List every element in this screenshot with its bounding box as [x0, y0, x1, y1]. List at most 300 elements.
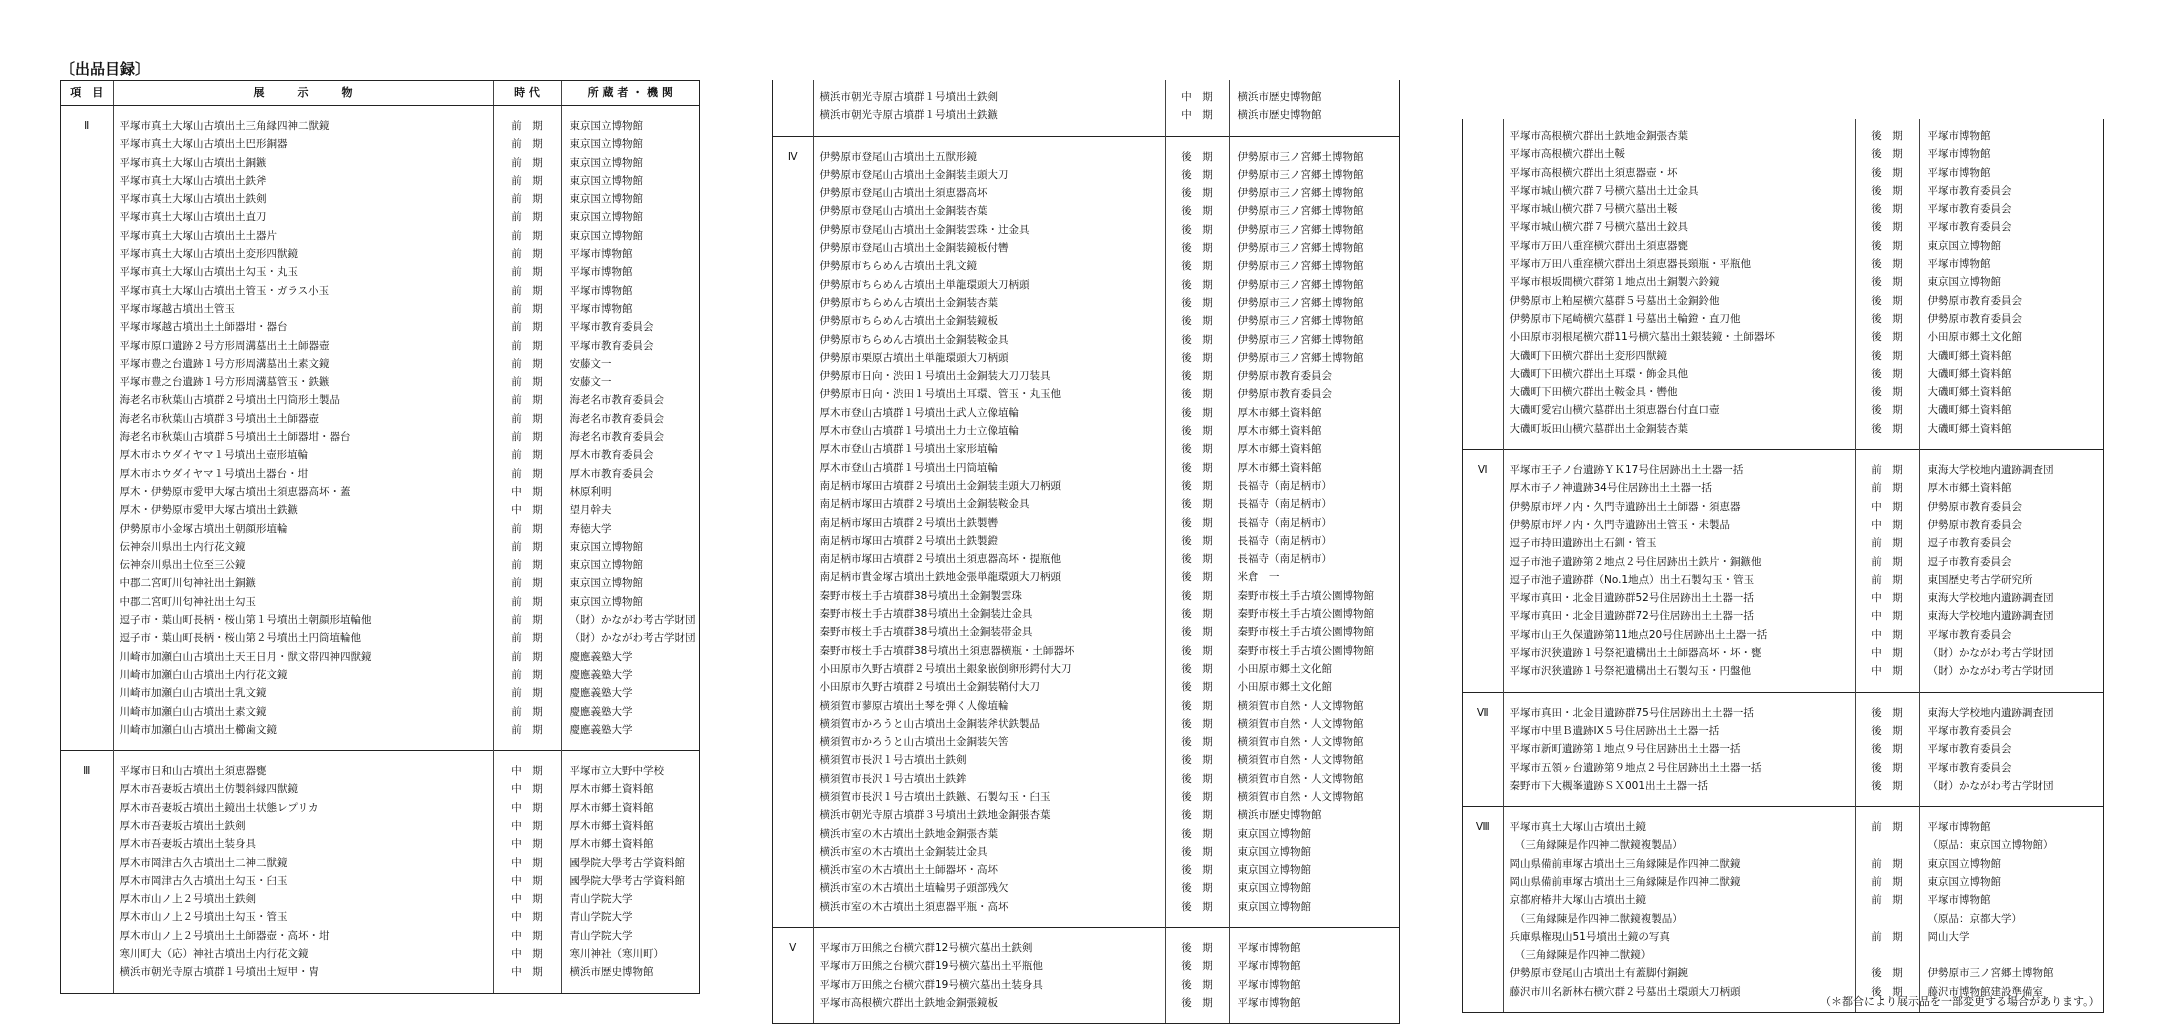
table-row: [1463, 910, 2103, 928]
table-row: [61, 574, 699, 592]
section-number: [1463, 626, 1503, 644]
exhibit-owner: 伊勢原市教育委員会: [1229, 367, 1399, 385]
section-number: [773, 477, 813, 495]
exhibit-period: 前 期: [493, 428, 561, 446]
table-row: [773, 385, 1399, 403]
exhibit-name: 逗子市・葉山町長柄・桜山第２号墳出土円筒埴輪他: [113, 629, 493, 647]
exhibit-owner: 藤沢市博物館建設準備室: [1919, 983, 2103, 1012]
section-number: [1463, 200, 1503, 218]
section-number: [61, 721, 113, 751]
table-row: [773, 957, 1399, 975]
exhibit-owner: 小田原市郷土文化館: [1229, 660, 1399, 678]
exhibit-name: 横浜市朝光寺原古墳群３号墳出土鉄地金銅張杏葉: [813, 806, 1165, 824]
exhibit-owner: 海老名市教育委員会: [561, 428, 699, 446]
section-number: [773, 166, 813, 184]
table-row: [773, 106, 1399, 136]
exhibit-owner: 平塚市博物館: [1919, 255, 2103, 273]
section-number: [61, 300, 113, 318]
table-row: [1463, 626, 2103, 644]
exhibit-name: 逗子市持田遺跡出土石釧・管玉: [1503, 534, 1855, 552]
section-number: [773, 257, 813, 275]
exhibit-period: 後 期: [1165, 166, 1229, 184]
exhibit-owner: 伊勢原市三ノ宮郷土博物館: [1229, 349, 1399, 367]
table-row: [1463, 644, 2103, 662]
exhibit-period: 前 期: [493, 666, 561, 684]
catalog-table-1: [61, 80, 699, 993]
exhibit-owner: 長福寺（南足柄市）: [1229, 550, 1399, 568]
exhibit-period: 後 期: [1165, 532, 1229, 550]
section-number: [773, 331, 813, 349]
exhibit-period: 後 期: [1855, 218, 1919, 236]
exhibit-name: 横浜市朝光寺原古墳群１号墳出土短甲・冑: [113, 963, 493, 992]
table-row: [1463, 401, 2103, 419]
section-group: [1463, 450, 2103, 693]
section-number: [773, 568, 813, 586]
exhibit-period: 中 期: [1855, 607, 1919, 625]
exhibit-name: 南足柄市塚田古墳群２号墳出土金銅装圭頭大刀柄頭: [813, 477, 1165, 495]
exhibit-period: 後 期: [1165, 385, 1229, 403]
section-number: [1463, 571, 1503, 589]
exhibit-owner: 厚木市郷土資料館: [561, 780, 699, 798]
exhibit-owner: 東京国立博物館: [1229, 825, 1399, 843]
exhibit-period: 後 期: [1165, 136, 1229, 166]
exhibit-owner: 望月幹夫: [561, 501, 699, 519]
exhibit-period: 前 期: [1855, 855, 1919, 873]
section-number: [61, 538, 113, 556]
section-number: [1463, 722, 1503, 740]
table-row: [773, 404, 1399, 422]
section-number: [773, 976, 813, 994]
table-row: [61, 483, 699, 501]
exhibit-period: 中 期: [493, 835, 561, 853]
exhibit-owner: 伊勢原市教育委員会: [1919, 310, 2103, 328]
exhibit-period: 後 期: [1855, 692, 1919, 722]
table-row: [61, 263, 699, 281]
exhibit-period: 中 期: [493, 751, 561, 781]
exhibit-owner: 大磯町郷土資料館: [1919, 420, 2103, 450]
section-group: [61, 751, 699, 993]
exhibit-name: 平塚市城山横穴群７号横穴墓出土辻金具: [1503, 182, 1855, 200]
exhibit-name: 平塚市真土大塚山古墳出土管玉・ガラス小玉: [113, 282, 493, 300]
section-number: [773, 861, 813, 879]
exhibit-owner: 伊勢原市三ノ宮郷土博物館: [1229, 239, 1399, 257]
exhibit-period: 後 期: [1855, 964, 1919, 982]
exhibit-owner: 横浜市歴史博物館: [561, 963, 699, 992]
exhibit-name: 伊勢原市ちらめん古墳出土金銅装鞍金具: [813, 331, 1165, 349]
exhibit-owner: （財）かながわ考古学財団: [561, 629, 699, 647]
exhibit-period: 中 期: [1165, 106, 1229, 136]
exhibit-period: 後 期: [1165, 879, 1229, 897]
exhibit-period: 前 期: [493, 318, 561, 336]
section-number: [61, 446, 113, 464]
exhibit-owner: 平塚市博物館: [561, 263, 699, 281]
section-number: [1463, 420, 1503, 450]
exhibit-name: 小田原市久野古墳群２号墳出土金銅装鞘付大刀: [813, 678, 1165, 696]
exhibit-period: 前 期: [1855, 450, 1919, 480]
section-number: [61, 799, 113, 817]
table-row: [61, 172, 699, 190]
table-row: [773, 312, 1399, 330]
table-row: [61, 666, 699, 684]
exhibit-name: 伊勢原市栗原古墳出土単龍環頭大刀柄頭: [813, 349, 1165, 367]
exhibit-period: 前 期: [493, 391, 561, 409]
exhibit-owner: 平塚市教育委員会: [1919, 200, 2103, 218]
exhibit-name: 伊勢原市登尾山古墳出土金銅装杏葉: [813, 202, 1165, 220]
table-row: [773, 459, 1399, 477]
exhibit-owner: 平塚市博物館: [1919, 891, 2103, 909]
table-row: [61, 963, 699, 992]
exhibit-name: （三角縁陳是作四神二獣鏡複製品）: [1503, 910, 1855, 928]
table-row: [773, 166, 1399, 184]
exhibit-owner: 青山学院大学: [561, 890, 699, 908]
table-row: [61, 465, 699, 483]
exhibit-period: 後 期: [1165, 605, 1229, 623]
exhibit-name: 平塚市山王久保遺跡第11地点20号住居跡出土土器一括: [1503, 626, 1855, 644]
exhibit-period: 後 期: [1165, 404, 1229, 422]
exhibit-owner: 厚木市教育委員会: [561, 465, 699, 483]
table-row: [773, 825, 1399, 843]
exhibit-owner: 平塚市博物館: [561, 282, 699, 300]
table-row: [61, 355, 699, 373]
exhibit-owner: 伊勢原市三ノ宮郷土博物館: [1229, 136, 1399, 166]
table-row: [61, 593, 699, 611]
exhibit-name: 伊勢原市ちらめん古墳出土金銅装杏葉: [813, 294, 1165, 312]
exhibit-owner: 横浜市歴史博物館: [1229, 106, 1399, 136]
section-number: [61, 927, 113, 945]
exhibit-name: 厚木市登山古墳群１号墳出土力士立像埴輪: [813, 422, 1165, 440]
section-number: [1463, 662, 1503, 692]
section-number: [773, 294, 813, 312]
section-group: [1463, 692, 2103, 806]
exhibit-name: 平塚市真土大塚山古墳出土勾玉・丸玉: [113, 263, 493, 281]
table-row: [1463, 553, 2103, 571]
section-number: [61, 945, 113, 963]
exhibit-name: 寒川町大（応）神社古墳出土内行花文鏡: [113, 945, 493, 963]
section-group: [773, 928, 1399, 1024]
exhibit-owner: 伊勢原市教育委員会: [1919, 292, 2103, 310]
exhibit-owner: 安藤文一: [561, 355, 699, 373]
section-number: [1463, 983, 1503, 1012]
exhibit-name: 横浜市室の木古墳出土須恵器平瓶・高坏: [813, 898, 1165, 928]
exhibit-period: 前 期: [493, 135, 561, 153]
exhibit-period: 後 期: [1165, 697, 1229, 715]
exhibit-name: 海老名市秋葉山古墳群２号墳出土円筒形土製品: [113, 391, 493, 409]
section-number: [773, 276, 813, 294]
table-row: [773, 568, 1399, 586]
table-row: [1463, 891, 2103, 909]
exhibit-owner: 秦野市桜土手古墳公園博物館: [1229, 605, 1399, 623]
table-row: [61, 391, 699, 409]
exhibit-period: 後 期: [1165, 733, 1229, 751]
table-row: [773, 495, 1399, 513]
exhibit-owner: 伊勢原市三ノ宮郷土博物館: [1229, 257, 1399, 275]
exhibit-period: 後 期: [1855, 401, 1919, 419]
table-row: [773, 239, 1399, 257]
section-number: [61, 318, 113, 336]
table-row: [1463, 164, 2103, 182]
exhibit-period: 前 期: [493, 300, 561, 318]
section-number: [773, 312, 813, 330]
exhibit-period: 後 期: [1165, 422, 1229, 440]
exhibit-name: 川崎市加瀬白山古墳出土櫛歯文鏡: [113, 721, 493, 751]
table-row: [1463, 479, 2103, 497]
exhibit-owner: 小田原市郷土文化館: [1229, 678, 1399, 696]
table-row: [61, 520, 699, 538]
exhibit-owner: 東海大学校地内遺跡調査団: [1919, 607, 2103, 625]
table-row: [773, 697, 1399, 715]
exhibit-owner: 海老名市教育委員会: [561, 391, 699, 409]
exhibit-period: 前 期: [493, 337, 561, 355]
table-row: [773, 994, 1399, 1023]
section-number: [61, 611, 113, 629]
exhibit-owner: 伊勢原市三ノ宮郷土博物館: [1229, 331, 1399, 349]
exhibit-name: 平塚市沢狭遺跡１号祭祀遺構出土土師器高坏・坏・甕: [1503, 644, 1855, 662]
header-section: 項 目: [61, 81, 113, 106]
exhibit-period: 後 期: [1855, 983, 1919, 1012]
exhibit-period: 後 期: [1165, 459, 1229, 477]
exhibit-owner: 國學院大學考古学資料館: [561, 854, 699, 872]
exhibit-owner: 寿徳大学: [561, 520, 699, 538]
table-row: [61, 446, 699, 464]
exhibit-period: 後 期: [1855, 328, 1919, 346]
exhibit-owner: 大磯町郷土資料館: [1919, 401, 2103, 419]
exhibit-name: 秦野市下大槻峯遺跡ＳＸ001出土土器一括: [1503, 777, 1855, 807]
exhibit-owner: 東京国立博物館: [1919, 273, 2103, 291]
exhibit-period: 前 期: [493, 446, 561, 464]
exhibit-period: 前 期: [493, 154, 561, 172]
exhibit-owner: 東京国立博物館: [561, 135, 699, 153]
section-number: [773, 367, 813, 385]
section-number: [1463, 119, 1503, 145]
section-number: [773, 495, 813, 513]
exhibit-period: 中 期: [493, 908, 561, 926]
exhibit-name: 伊勢原市登尾山古墳出土金銅装鏡板付轡: [813, 239, 1165, 257]
exhibit-period: 後 期: [1855, 273, 1919, 291]
exhibit-period: 後 期: [1165, 660, 1229, 678]
exhibit-name: 京都府椿井大塚山古墳出土鏡: [1503, 891, 1855, 909]
exhibit-period: 後 期: [1165, 477, 1229, 495]
table-row: [1463, 855, 2103, 873]
exhibit-owner: 東海大学校地内遺跡調査団: [1919, 589, 2103, 607]
exhibit-owner: 秦野市桜土手古墳公園博物館: [1229, 587, 1399, 605]
table-row: [773, 733, 1399, 751]
exhibit-period: 前 期: [493, 373, 561, 391]
section-number: [1463, 383, 1503, 401]
section-number: [1463, 910, 1503, 928]
exhibit-name: 横須賀市かろうと山古墳出土金銅装斧状鉄製品: [813, 715, 1165, 733]
exhibit-owner: 横須賀市自然・人文博物館: [1229, 715, 1399, 733]
exhibit-name: 横須賀市長沢１号古墳出土鉄剣: [813, 751, 1165, 769]
exhibit-owner: 平塚市教育委員会: [561, 318, 699, 336]
section-number: [773, 770, 813, 788]
section-number: [61, 963, 113, 992]
exhibit-period: 後 期: [1855, 164, 1919, 182]
exhibit-period: 前 期: [493, 520, 561, 538]
table-row: [61, 629, 699, 647]
exhibit-owner: 平塚市博物館: [1919, 145, 2103, 163]
exhibit-owner: 慶應義塾大学: [561, 684, 699, 702]
section-number: [1463, 964, 1503, 982]
exhibit-owner: 伊勢原市三ノ宮郷土博物館: [1229, 276, 1399, 294]
table-row: [61, 106, 699, 136]
exhibit-period: 前 期: [493, 703, 561, 721]
exhibit-period: 中 期: [1165, 80, 1229, 106]
exhibit-period: 後 期: [1165, 623, 1229, 641]
exhibit-period: 中 期: [493, 927, 561, 945]
exhibit-owner: 東京国立博物館: [561, 556, 699, 574]
exhibit-name: 厚木市登山古墳群１号墳出土武人立像埴輪: [813, 404, 1165, 422]
exhibit-name: 秦野市桜土手古墳群38号墳出土金銅製雲珠: [813, 587, 1165, 605]
exhibit-period: 中 期: [493, 872, 561, 890]
table-row: [773, 843, 1399, 861]
exhibit-period: 後 期: [1165, 770, 1229, 788]
section-number: Ⅷ: [1463, 807, 1503, 837]
exhibit-period: 後 期: [1165, 751, 1229, 769]
table-row: [1463, 662, 2103, 692]
exhibit-owner: 平塚市教育委員会: [1919, 218, 2103, 236]
exhibit-owner: 平塚市博物館: [561, 300, 699, 318]
exhibit-name: 伊勢原市上粕屋横穴墓群５号墓出土金銅鈴他: [1503, 292, 1855, 310]
table-row: [61, 556, 699, 574]
table-row: [1463, 292, 2103, 310]
exhibit-period: 前 期: [1855, 553, 1919, 571]
exhibit-owner: [1919, 946, 2103, 964]
exhibit-owner: 岡山大学: [1919, 928, 2103, 946]
section-number: Ⅵ: [1463, 450, 1503, 480]
section-number: [61, 208, 113, 226]
exhibit-period: 後 期: [1165, 349, 1229, 367]
exhibit-owner: 海老名市教育委員会: [561, 410, 699, 428]
table-row: [61, 501, 699, 519]
exhibit-name: 大磯町下田横穴群出土鞍金具・轡他: [1503, 383, 1855, 401]
table-row: [1463, 964, 2103, 982]
section-number: [1463, 873, 1503, 891]
table-row: [1463, 255, 2103, 273]
exhibit-name: 平塚市高根横穴群出土鉄地金銅張杏葉: [1503, 119, 1855, 145]
table-row: [61, 190, 699, 208]
exhibit-name: 秦野市桜土手古墳群38号墳出土須恵器横瓶・土師器坏: [813, 642, 1165, 660]
section-number: [1463, 777, 1503, 807]
table-row: [773, 202, 1399, 220]
exhibit-period: 後 期: [1165, 825, 1229, 843]
section-number: [61, 854, 113, 872]
exhibit-owner: 厚木市郷土資料館: [1919, 479, 2103, 497]
exhibit-owner: 伊勢原市三ノ宮郷土博物館: [1229, 294, 1399, 312]
exhibit-name: 伊勢原市登尾山古墳出土須恵器高坏: [813, 184, 1165, 202]
section-number: [773, 385, 813, 403]
exhibit-owner: 横須賀市自然・人文博物館: [1229, 788, 1399, 806]
exhibit-owner: （財）かながわ考古学財団: [1919, 777, 2103, 807]
table-row: [1463, 836, 2103, 854]
exhibit-period: 後 期: [1165, 898, 1229, 928]
table-row: [61, 721, 699, 751]
exhibit-name: 厚木市登山古墳群１号墳出土家形埴輪: [813, 440, 1165, 458]
section-number: [773, 404, 813, 422]
section-number: [61, 172, 113, 190]
section-number: [1463, 328, 1503, 346]
table-row: [1463, 777, 2103, 807]
table-row: [1463, 237, 2103, 255]
exhibit-period: 後 期: [1165, 587, 1229, 605]
exhibit-period: 後 期: [1855, 383, 1919, 401]
exhibit-owner: 厚木市郷土資料館: [1229, 404, 1399, 422]
section-number: [1463, 891, 1503, 909]
table-row: [61, 282, 699, 300]
exhibit-period: 後 期: [1165, 550, 1229, 568]
catalog-table-3: [1463, 119, 2103, 1012]
table-row: [1463, 722, 2103, 740]
exhibit-period: 後 期: [1855, 420, 1919, 450]
catalog-table-2: [773, 80, 1399, 1023]
exhibit-period: 中 期: [1855, 516, 1919, 534]
exhibit-name: 平塚市真土大塚山古墳出土土器片: [113, 227, 493, 245]
exhibit-name: 平塚市万田八重窪横穴群出土須恵器長頸瓶・平瓶他: [1503, 255, 1855, 273]
exhibit-owner: 慶應義塾大学: [561, 648, 699, 666]
table-row: [1463, 310, 2103, 328]
section-number: [61, 373, 113, 391]
exhibit-name: 岡山県備前車塚古墳出土三角縁陳是作四神二獣鏡: [1503, 873, 1855, 891]
table-row: [61, 337, 699, 355]
table-row: [1463, 516, 2103, 534]
section-number: [61, 703, 113, 721]
exhibit-name: 南足柄市塚田古墳群２号墳出土金銅装鞍金具: [813, 495, 1165, 513]
section-group: [1463, 807, 2103, 1012]
section-number: [61, 648, 113, 666]
exhibit-name: 厚木・伊勢原市愛甲大塚古墳出土須恵器高坏・蓋: [113, 483, 493, 501]
exhibit-owner: （原品：京都大学）: [1919, 910, 2103, 928]
exhibit-period: [1855, 836, 1919, 854]
section-number: [773, 697, 813, 715]
table-row: [61, 799, 699, 817]
exhibit-name: 岡山県備前車塚古墳出土三角縁陳是作四神二獣鏡: [1503, 855, 1855, 873]
table-row: [61, 854, 699, 872]
exhibit-owner: 伊勢原市教育委員会: [1919, 498, 2103, 516]
table-row: [61, 208, 699, 226]
section-number: [61, 629, 113, 647]
exhibit-name: 南足柄市塚田古墳群２号墳出土鉄製轡: [813, 514, 1165, 532]
exhibit-name: 伊勢原市坪ノ内・久門寺遺跡出土管玉・未製品: [1503, 516, 1855, 534]
section-group: [61, 106, 699, 751]
exhibit-period: 後 期: [1165, 184, 1229, 202]
exhibit-period: 後 期: [1855, 310, 1919, 328]
table-row: [1463, 759, 2103, 777]
section-number: [61, 574, 113, 592]
table-row: [773, 532, 1399, 550]
table-row: [773, 294, 1399, 312]
table-row: [61, 154, 699, 172]
exhibit-name: 兵庫県権現山51号墳出土鏡の写真: [1503, 928, 1855, 946]
table-row: [1463, 200, 2103, 218]
exhibit-name: 平塚市高根横穴群出土鞖: [1503, 145, 1855, 163]
exhibit-name: 厚木市岡津古久古墳出土二神二獣鏡: [113, 854, 493, 872]
table-row: [773, 477, 1399, 495]
exhibit-name: 横須賀市かろうと山古墳出土金銅装矢筈: [813, 733, 1165, 751]
table-row: [773, 587, 1399, 605]
table-row: [773, 440, 1399, 458]
exhibit-period: 前 期: [493, 538, 561, 556]
exhibit-name: 厚木市登山古墳群１号墳出土円筒埴輪: [813, 459, 1165, 477]
exhibit-name: 伊勢原市登尾山古墳出土有蓋脚付銅鋺: [1503, 964, 1855, 982]
exhibit-owner: 東京国立博物館: [561, 154, 699, 172]
exhibit-owner: 横須賀市自然・人文博物館: [1229, 697, 1399, 715]
section-number: [1463, 479, 1503, 497]
section-number: [1463, 292, 1503, 310]
exhibit-name: （三角縁陳是作四神二獣鏡）: [1503, 946, 1855, 964]
exhibit-period: 後 期: [1855, 347, 1919, 365]
exhibit-name: 平塚市真土大塚山古墳出土三角縁四神二獣鏡: [113, 106, 493, 136]
exhibit-owner: 慶應義塾大学: [561, 666, 699, 684]
exhibit-name: 横須賀市長沢１号古墳出土鉄鉾: [813, 770, 1165, 788]
